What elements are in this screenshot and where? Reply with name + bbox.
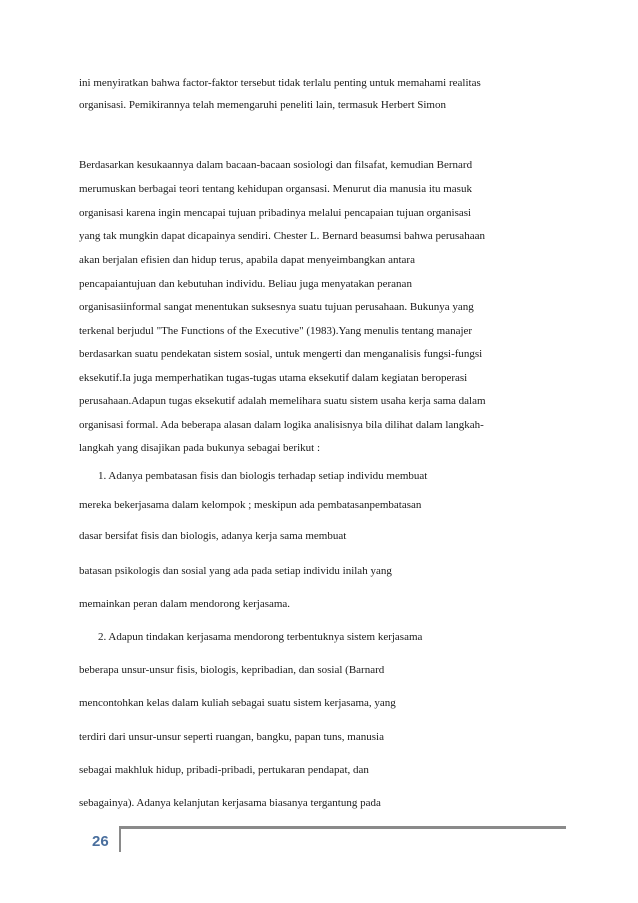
- list-item-1-line: batasan psikologis dan sosial yang ada pada setiap individu inilah yang: [79, 565, 392, 577]
- list-item-2-line: mencontohkan kelas dalam kuliah sebagai suatu sistem kerjasama, yang: [79, 697, 396, 709]
- text-line: organisasiinformal sangat menentukan suksesnya suatu tujuan perusahaan. Bukunya yang: [79, 301, 474, 313]
- text-line: yang tak mungkin dapat dicapainya sendiri. Chester L. Bernard beasumsi bahwa perusahaan: [79, 230, 485, 242]
- text-line: perusahaan.Adapun tugas eksekutif adalah memelihara suatu sistem usaha kerja sama dalam: [79, 395, 486, 407]
- list-item-2-line: sebagainya). Adanya kelanjutan kerjasama biasanya tergantung pada: [79, 797, 381, 809]
- text-line: terkenal berjudul "The Functions of the Executive" (1983).Yang menulis tentang manajer: [79, 325, 473, 337]
- footer-vertical-divider: [119, 826, 121, 852]
- list-item-2-line: sebagai makhluk hidup, pribadi-pribadi, pertukaran pendapat, dan: [79, 764, 369, 776]
- text-line: langkah yang disajikan pada bukunya sebagai berikut :: [79, 442, 321, 454]
- text-line: merumuskan berbagai teori tentang kehidupan organsasi. Menurut dia manusia itu masuk: [79, 183, 472, 195]
- list-item-1-first-line: 1. Adanya pembatasan fisis dan biologis terhadap setiap individu membuat: [98, 470, 428, 482]
- list-item-2-line: beberapa unsur-unsur fisis, biologis, kepribadian, dan sosial (Barnard: [79, 664, 385, 676]
- text-line: organisasi karena ingin mencapai tujuan pribadinya melalui pencapaian tujuan organisasi: [79, 207, 472, 219]
- page-number: 26: [92, 833, 109, 850]
- text-line: ini menyiratkan bahwa factor-faktor tersebut tidak terlalu penting untuk memahami realitas: [79, 77, 481, 89]
- list-item-1-line: mereka bekerjasama dalam kelompok ; meskipun ada pembatasanpembatasan: [79, 499, 422, 511]
- text-line: pencapaiantujuan dan kebutuhan individu. Beliau juga menyatakan peranan: [79, 278, 412, 290]
- list-item-1-line: memainkan peran dalam mendorong kerjasama.: [79, 598, 291, 610]
- list-item-2-first-line: 2. Adapun tindakan kerjasama mendorong terbentuknya sistem kerjasama: [98, 631, 423, 643]
- text-line: eksekutif.Ia juga memperhatikan tugas-tugas utama eksekutif dalam kegiatan beroperasi: [79, 372, 468, 384]
- list-item-1-line: dasar bersifat fisis dan biologis, adanya kerja sama membuat: [79, 530, 347, 542]
- list-item-2-line: terdiri dari unsur-unsur seperti ruangan, bangku, papan tuns, manusia: [79, 731, 384, 743]
- footer-divider: [120, 826, 566, 829]
- text-line: organisasi. Pemikirannya telah memengaruhi peneliti lain, termasuk Herbert Simon: [79, 99, 446, 111]
- text-line: Berdasarkan kesukaannya dalam bacaan-bacaan sosiologi dan filsafat, kemudian Bernard: [79, 159, 473, 171]
- text-line: organisasi formal. Ada beberapa alasan dalam logika analisisnya bila dilihat dalam langkah-: [79, 419, 484, 431]
- text-line: berdasarkan suatu pendekatan sistem sosial, untuk mengerti dan menganalisis fungsi-fungsi: [79, 348, 483, 360]
- text-line: akan berjalan efisien dan hidup terus, apabila dapat menyeimbangkan antara: [79, 254, 415, 266]
